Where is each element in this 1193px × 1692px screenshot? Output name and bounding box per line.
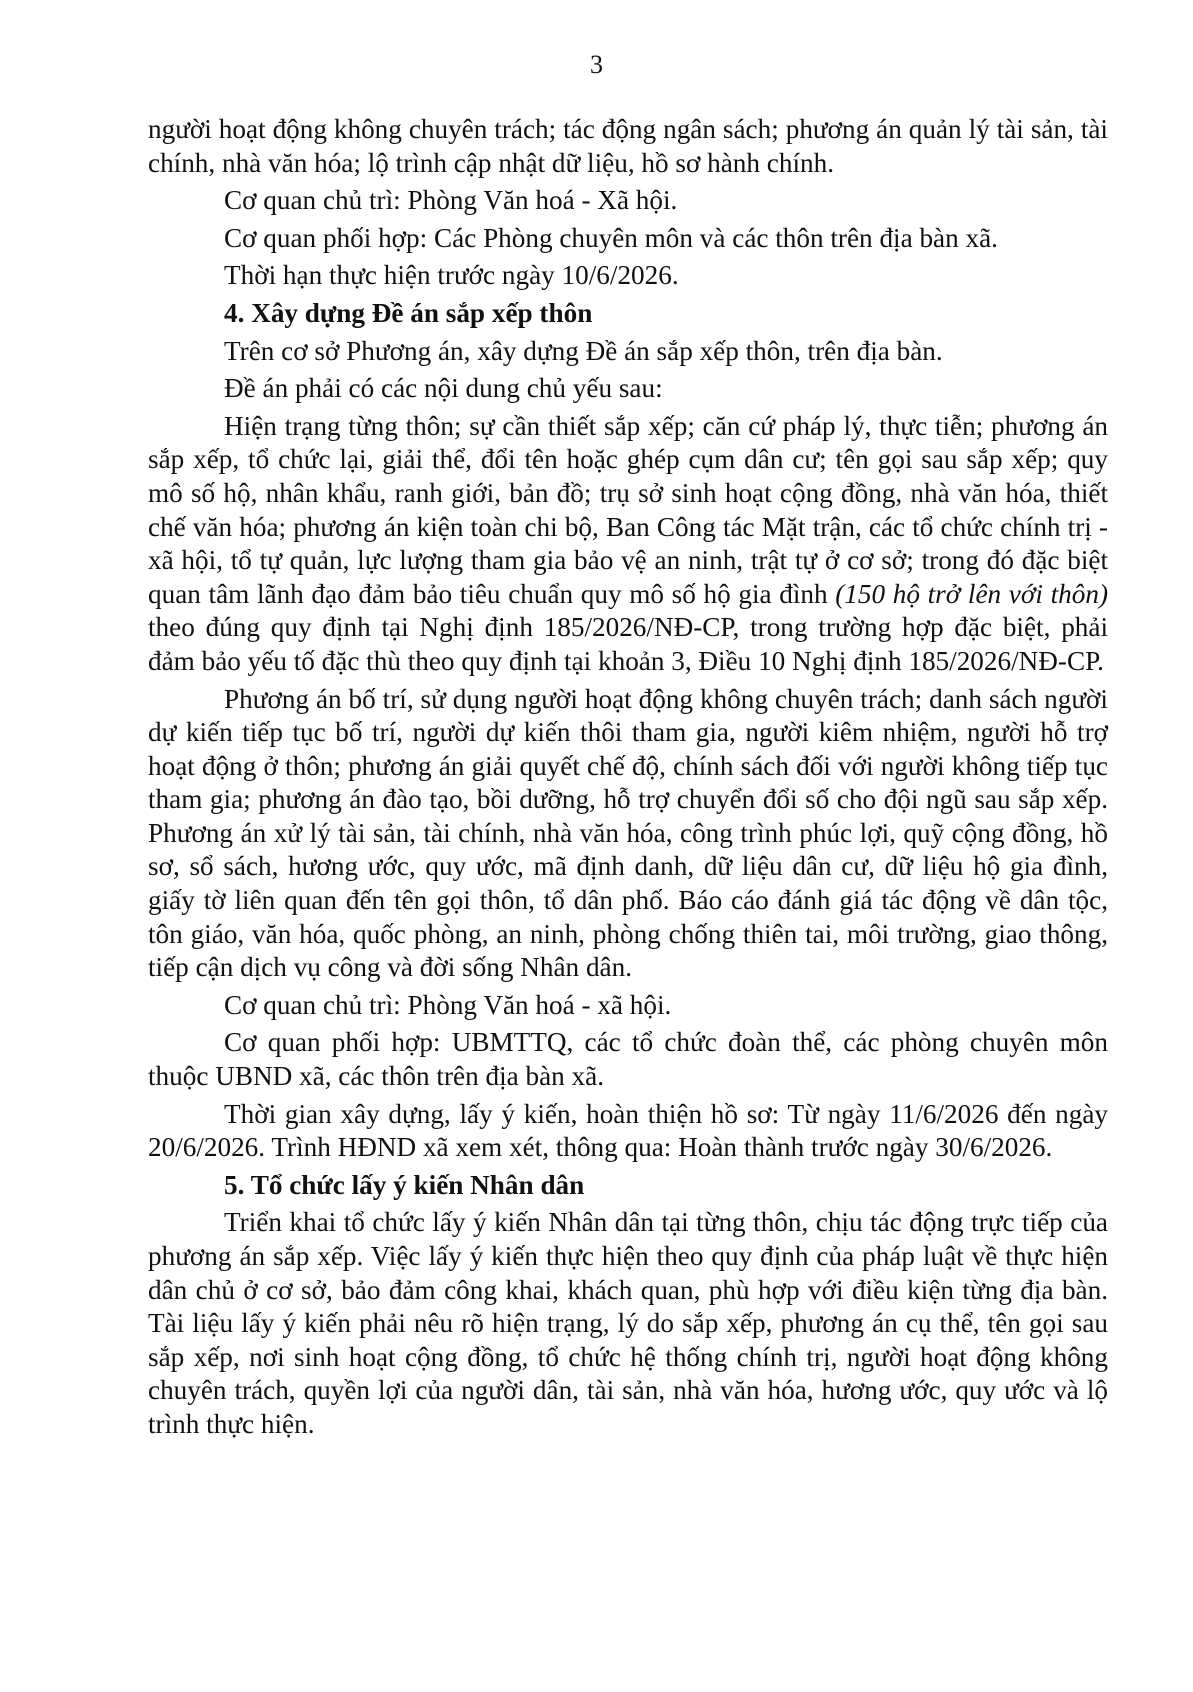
paragraph: Thời hạn thực hiện trước ngày 10/6/2026. bbox=[224, 260, 679, 291]
italic-note: (150 hộ trở lên với thôn) bbox=[835, 578, 1109, 609]
paragraph: Phương án bố trí, sử dụng người hoạt động không chuyên trách; danh sách người dự kiến tiếp tục bố trí, người dự kiến thôi tham gia, người kiêm nhiệm, người hỗ trợ hoạt động ở thôn; phương án giải quyết chế độ, chính sách đối với người không tiếp tục tham gia; phương án đào tạo, bồi dưỡng, hỗ trợ chuyển đổi số cho đội ngũ sau sắp xếp. Phương án xử lý tài sản, tài chính, nhà văn hóa, công trình phúc lợi, quỹ cộng đồng, hồ sơ, sổ sách, hương ước, quy ước, mã định danh, dữ liệu dân cư, dữ liệu hộ gia đình, giấy tờ liên quan đến tên gọi thôn, tổ dân phố. Báo cáo đánh giá tác động về dân tộc, tôn giáo, văn hóa, quốc phòng, an ninh, phòng chống thiên tai, môi trường, giao thông, tiếp cận dịch vụ công và đời sống Nhân dân. bbox=[148, 683, 1108, 983]
paragraph-text: Hiện trạng từng thôn; sự cần thiết sắp xếp; căn cứ pháp lý, thực tiễn; phương án sắp xếp, tổ chức lại, giải thể, đổi tên hoặc ghép cụm dân cư; tên gọi sau sắp xếp; quy mô số hộ, nhân khẩu, ranh giới, bản đồ; trụ sở sinh hoạt cộng đồng, nhà văn hóa, thiết chế văn hóa; phương án kiện toàn chi bộ, Ban Công tác Mặt trận, các tổ chức chính trị - xã hội, tổ tự quản, lực lượng tham gia bảo vệ an ninh, trật tự ở cơ sở; trong đó đặc biệt quan tâm lãnh đạo đảm bảo tiêu chuẩn quy mô số hộ gia đình bbox=[148, 410, 1108, 609]
paragraph: Cơ quan chủ trì: Phòng Văn hoá - xã hội. bbox=[224, 989, 672, 1020]
paragraph: Cơ quan chủ trì: Phòng Văn hoá - Xã hội. bbox=[224, 185, 678, 216]
paragraph: Đề án phải có các nội dung chủ yếu sau: bbox=[224, 373, 663, 404]
paragraph-text: theo đúng quy định tại Nghị định 185/2026/NĐ-CP, trong trường hợp đặc biệt, phải đảm bảo yếu tố đặc thù theo quy định tại khoản 3, Điều 10 Nghị định 185/2026/NĐ-CP. bbox=[148, 612, 1108, 676]
paragraph bbox=[148, 410, 1108, 679]
paragraph: Cơ quan phối hợp: Các Phòng chuyên môn và các thôn trên địa bàn xã. bbox=[224, 222, 998, 253]
document-body bbox=[148, 113, 1108, 1446]
paragraph: Thời gian xây dựng, lấy ý kiến, hoàn thiện hồ sơ: Từ ngày 11/6/2026 đến ngày 20/6/2026. Trình HĐND xã xem xét, thông qua: Hoàn thành trước ngày 30/6/2026. bbox=[148, 1098, 1108, 1163]
page-number: 3 bbox=[590, 50, 603, 79]
section-heading-4: 4. Xây dựng Đề án sắp xếp thôn bbox=[224, 297, 593, 328]
paragraph: người hoạt động không chuyên trách; tác động ngân sách; phương án quản lý tài sản, tài chính, nhà văn hóa; lộ trình cập nhật dữ liệu, hồ sơ hành chính. bbox=[148, 114, 1108, 178]
section-heading-5: 5. Tổ chức lấy ý kiến Nhân dân bbox=[224, 1169, 585, 1200]
paragraph: Trên cơ sở Phương án, xây dựng Đề án sắp xếp thôn, trên địa bàn. bbox=[224, 335, 943, 366]
paragraph: Triển khai tổ chức lấy ý kiến Nhân dân tại từng thôn, chịu tác động trực tiếp của phương án sắp xếp. Việc lấy ý kiến thực hiện theo quy định của pháp luật về thực hiện dân chủ ở cơ sở, bảo đảm công khai, khách quan, phù hợp với điều kiện từng địa bàn. Tài liệu lấy ý kiến phải nêu rõ hiện trạng, lý do sắp xếp, phương án cụ thể, tên gọi sau sắp xếp, nơi sinh hoạt cộng đồng, tổ chức hệ thống chính trị, người hoạt động không chuyên trách, quyền lợi của người dân, tài sản, nhà văn hóa, hương ước, quy ước và lộ trình thực hiện. bbox=[148, 1207, 1108, 1439]
paragraph: Cơ quan phối hợp: UBMTTQ, các tổ chức đoàn thể, các phòng chuyên môn thuộc UBND xã, các thôn trên địa bàn xã. bbox=[148, 1027, 1108, 1092]
